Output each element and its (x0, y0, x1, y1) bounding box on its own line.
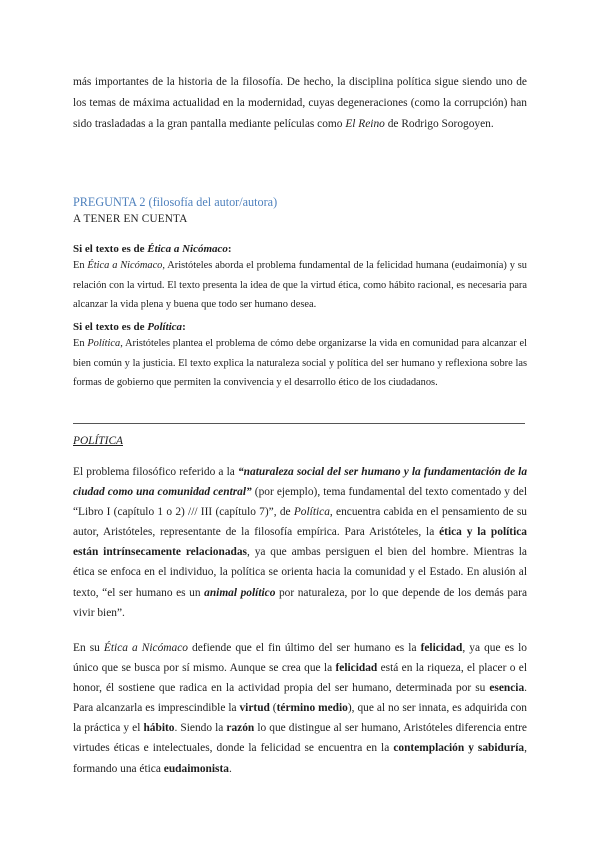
horizontal-divider (73, 423, 525, 424)
intro-text: más importantes de la historia de la filosofía. De hecho, la disciplina política sigue siendo uno de los temas de máxima actualidad en la modernidad, cuyas degeneraciones (como la corrupción) han sido trasladadas a la gran pantalla mediante películas como (73, 76, 527, 130)
term-razon: razón (226, 722, 255, 735)
term-termino-medio: término medio (276, 702, 348, 715)
etica-label-work: Ética a Nicómaco (147, 243, 228, 255)
politica-work-title: Política (87, 338, 121, 349)
politica-label: Si el texto es de Política: (73, 321, 186, 333)
term-felicidad: felicidad (420, 642, 463, 654)
question-subheading: A TENER EN CUENTA (73, 213, 188, 225)
key-problem-phrase: “naturaleza social del ser humano y la fundamentación de la ciudad como una comunidad central” (73, 466, 528, 499)
etica-body-paragraph: En su Ética a Nicómaco defiende que el fin último del ser humano es la felicidad, ya que es lo único que se busca por sí mismo. Aunque se crea que la felicidad está en la riqueza, el placer o el honor, él sostiene que radica en la actividad propia del ser humano, determinada por su esencia. Para alcanzarla es imprescindible la virtud (término medio), que al no ser innata, es adquirida con la práctica y el hábito. Siendo la razón lo que distingue al ser humano, Aristóteles diferencia entre virtudes éticas e intelectuales, donde la felicidad se encuentra en la contemplación y sabiduría, formando una ética eudaimonista. (73, 642, 527, 775)
term-contemplacion: contemplación y sabiduría (393, 742, 525, 755)
etica-work-title: Ética a Nicómaco (87, 260, 163, 271)
politica-paragraph: En Política, Aristóteles plantea el problema de cómo debe organizarse la vida en comunidad para alcanzar el bien común y la justicia. El texto explica la naturaleza social y política del ser humano y reflexiona sobre las formas de gobierno que permiten la convivencia y el desarrollo ético de los ciudadanos. (73, 338, 527, 389)
term-habito: hábito (143, 722, 175, 735)
term-eudaimonista: eudaimonista (163, 762, 229, 775)
term-felicidad-2: felicidad (335, 662, 378, 675)
question-heading: PREGUNTA 2 (filosofía del autor/autora) (73, 195, 278, 209)
film-title: El Reino (345, 118, 385, 130)
etica-label: Si el texto es de Ética a Nicómaco: (73, 243, 232, 255)
politica-work-ref: Política (293, 506, 330, 519)
animal-politico-phrase: animal político (204, 586, 276, 599)
etica-paragraph: En Ética a Nicómaco, Aristóteles aborda el problema fundamental de la felicidad humana (eudaimonía) y su relación con la virtud. El texto presenta la idea de que la virtud ética, como hábito racional, es necesaria para alcanzar la vida plena y buena que todo ser humano desea. (73, 260, 528, 311)
term-esencia: esencia (489, 682, 525, 695)
etica-work-ref: Ética a Nicómaco (103, 642, 188, 654)
politica-body-paragraph: El problema filosófico referido a la “naturaleza social del ser humano y la fundamentación de la ciudad como una comunidad central” (por ejemplo), tema fundamental del texto comentado y del “Libro I (capítulo 1 o 2) /// III (capítulo 7)”, de Política, encuentra cabida en el pensamiento de su autor, Aristóteles, representante de la filosofía empírica. Para Aristóteles, la ética y la política están intrínsecamente relacionadas, ya que ambas persiguen el bien del hombre. Mientras la ética se enfoca en el individuo, la política se orienta hacia la comunidad y el Estado. En alusión al texto, “el ser humano es un animal político por naturaleza, por lo que depende de los demás para vivir bien”. (73, 466, 528, 619)
intro-paragraph (73, 72, 527, 135)
intro-text-end: de Rodrigo Sorogoyen. (384, 118, 494, 130)
term-virtud: virtud (239, 702, 270, 715)
section-title: POLÍTICA (73, 435, 123, 447)
ethics-politics-phrase: ética y la política están intrínsecamente relacionadas (73, 526, 527, 559)
politica-label-work: Política (147, 321, 183, 333)
